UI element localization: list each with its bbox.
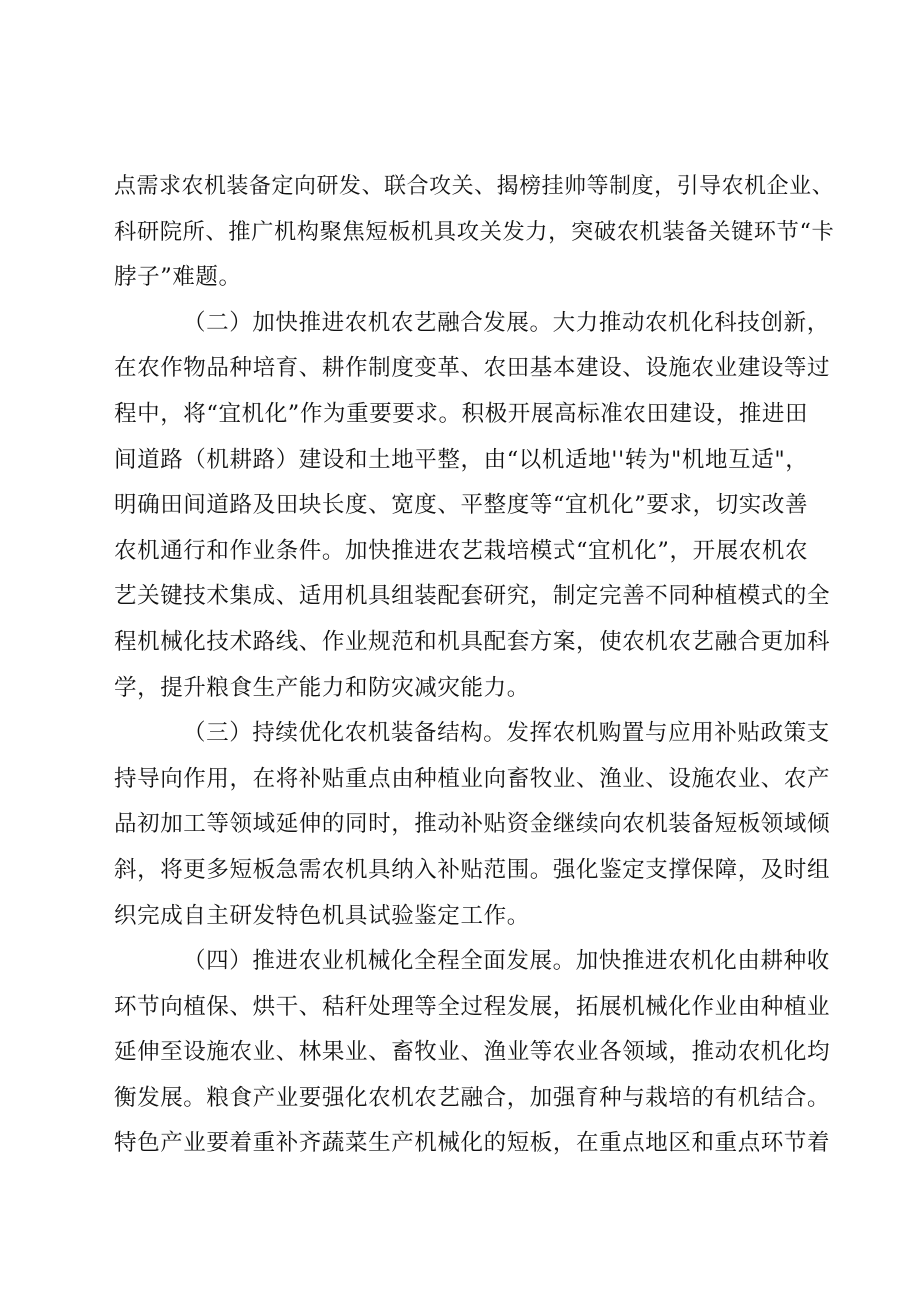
text-line: 延伸至设施农业、林果业、畜牧业、渔业等农业各领域，推动农机化均 (114, 1039, 831, 1066)
text-line: 明确田间道路及田块长度、宽度、平整度等“宜机化”要求，切实改善 (114, 492, 809, 519)
text-line: 艺关键技术集成、适用机具组装配套研究，制定完善不同种植模式的全 (114, 583, 831, 610)
text-line: 特色产业要着重补齐蔬菜生产机械化的短板，在重点地区和重点环节着 (114, 1130, 831, 1157)
text-line: 斜，将更多短板急需农机具纳入补贴范围。强化鉴定支撑保障，及时组 (114, 856, 831, 883)
text-line: 织完成自主研发特色机具试验鉴定工作。 (114, 902, 530, 929)
text-line: 环节向植保、烘干、秸秆处理等全过程发展，拓展机械化作业由种植业 (114, 993, 831, 1020)
text-line: 脖子”难题。 (114, 264, 242, 291)
paragraph-start-line: （三）持续优化农机装备结构。发挥农机购置与应用补贴政策支 (183, 720, 830, 747)
text-line: 点需求农机装备定向研发、联合攻关、揭榜挂帅等制度，引导农机企业、 (114, 174, 835, 199)
text-line: 品初加工等领域延伸的同时，推动补贴资金继续向农机装备短板领域倾 (114, 811, 831, 838)
text-line: 在农作物品种培育、耕作制度变革、农田基本建设、设施农业建设等过 (114, 355, 831, 382)
text-line: 程机械化技术路线、作业规范和机具配套方案，使农机农艺融合更加科 (114, 628, 831, 655)
text-line: 科研院所、推广机构聚焦短板机具攻关发力，突破农机装备关键环节“卡 (114, 218, 835, 245)
text-line: 间道路（机耕路）建设和土地平整，由“以机适地''转为"机地互适"， (114, 446, 809, 473)
text-line: 农机通行和作业条件。加快推进农艺栽培模式“宜机化”，开展农机农 (114, 537, 809, 564)
paragraph-start-line: （四）推进农业机械化全程全面发展。加快推进农机化由耕种收 (183, 948, 830, 975)
body-text (114, 164, 834, 1167)
paragraph-start-line: （二）加快推进农机农艺融合发展。大力推动农机化科技创新， (183, 309, 830, 336)
text-line: 衡发展。粮食产业要强化农机农艺融合，加强育种与栽培的有机结合。 (114, 1084, 831, 1111)
text-line: 学，提升粮食生产能力和防灾减灾能力。 (114, 674, 530, 701)
text-line: 持导向作用，在将补贴重点由种植业向畜牧业、渔业、设施农业、农产 (114, 765, 831, 792)
text-line: 程中，将“宜机化”作为重要要求。积极开展高标准农田建设，推进田 (114, 400, 809, 427)
